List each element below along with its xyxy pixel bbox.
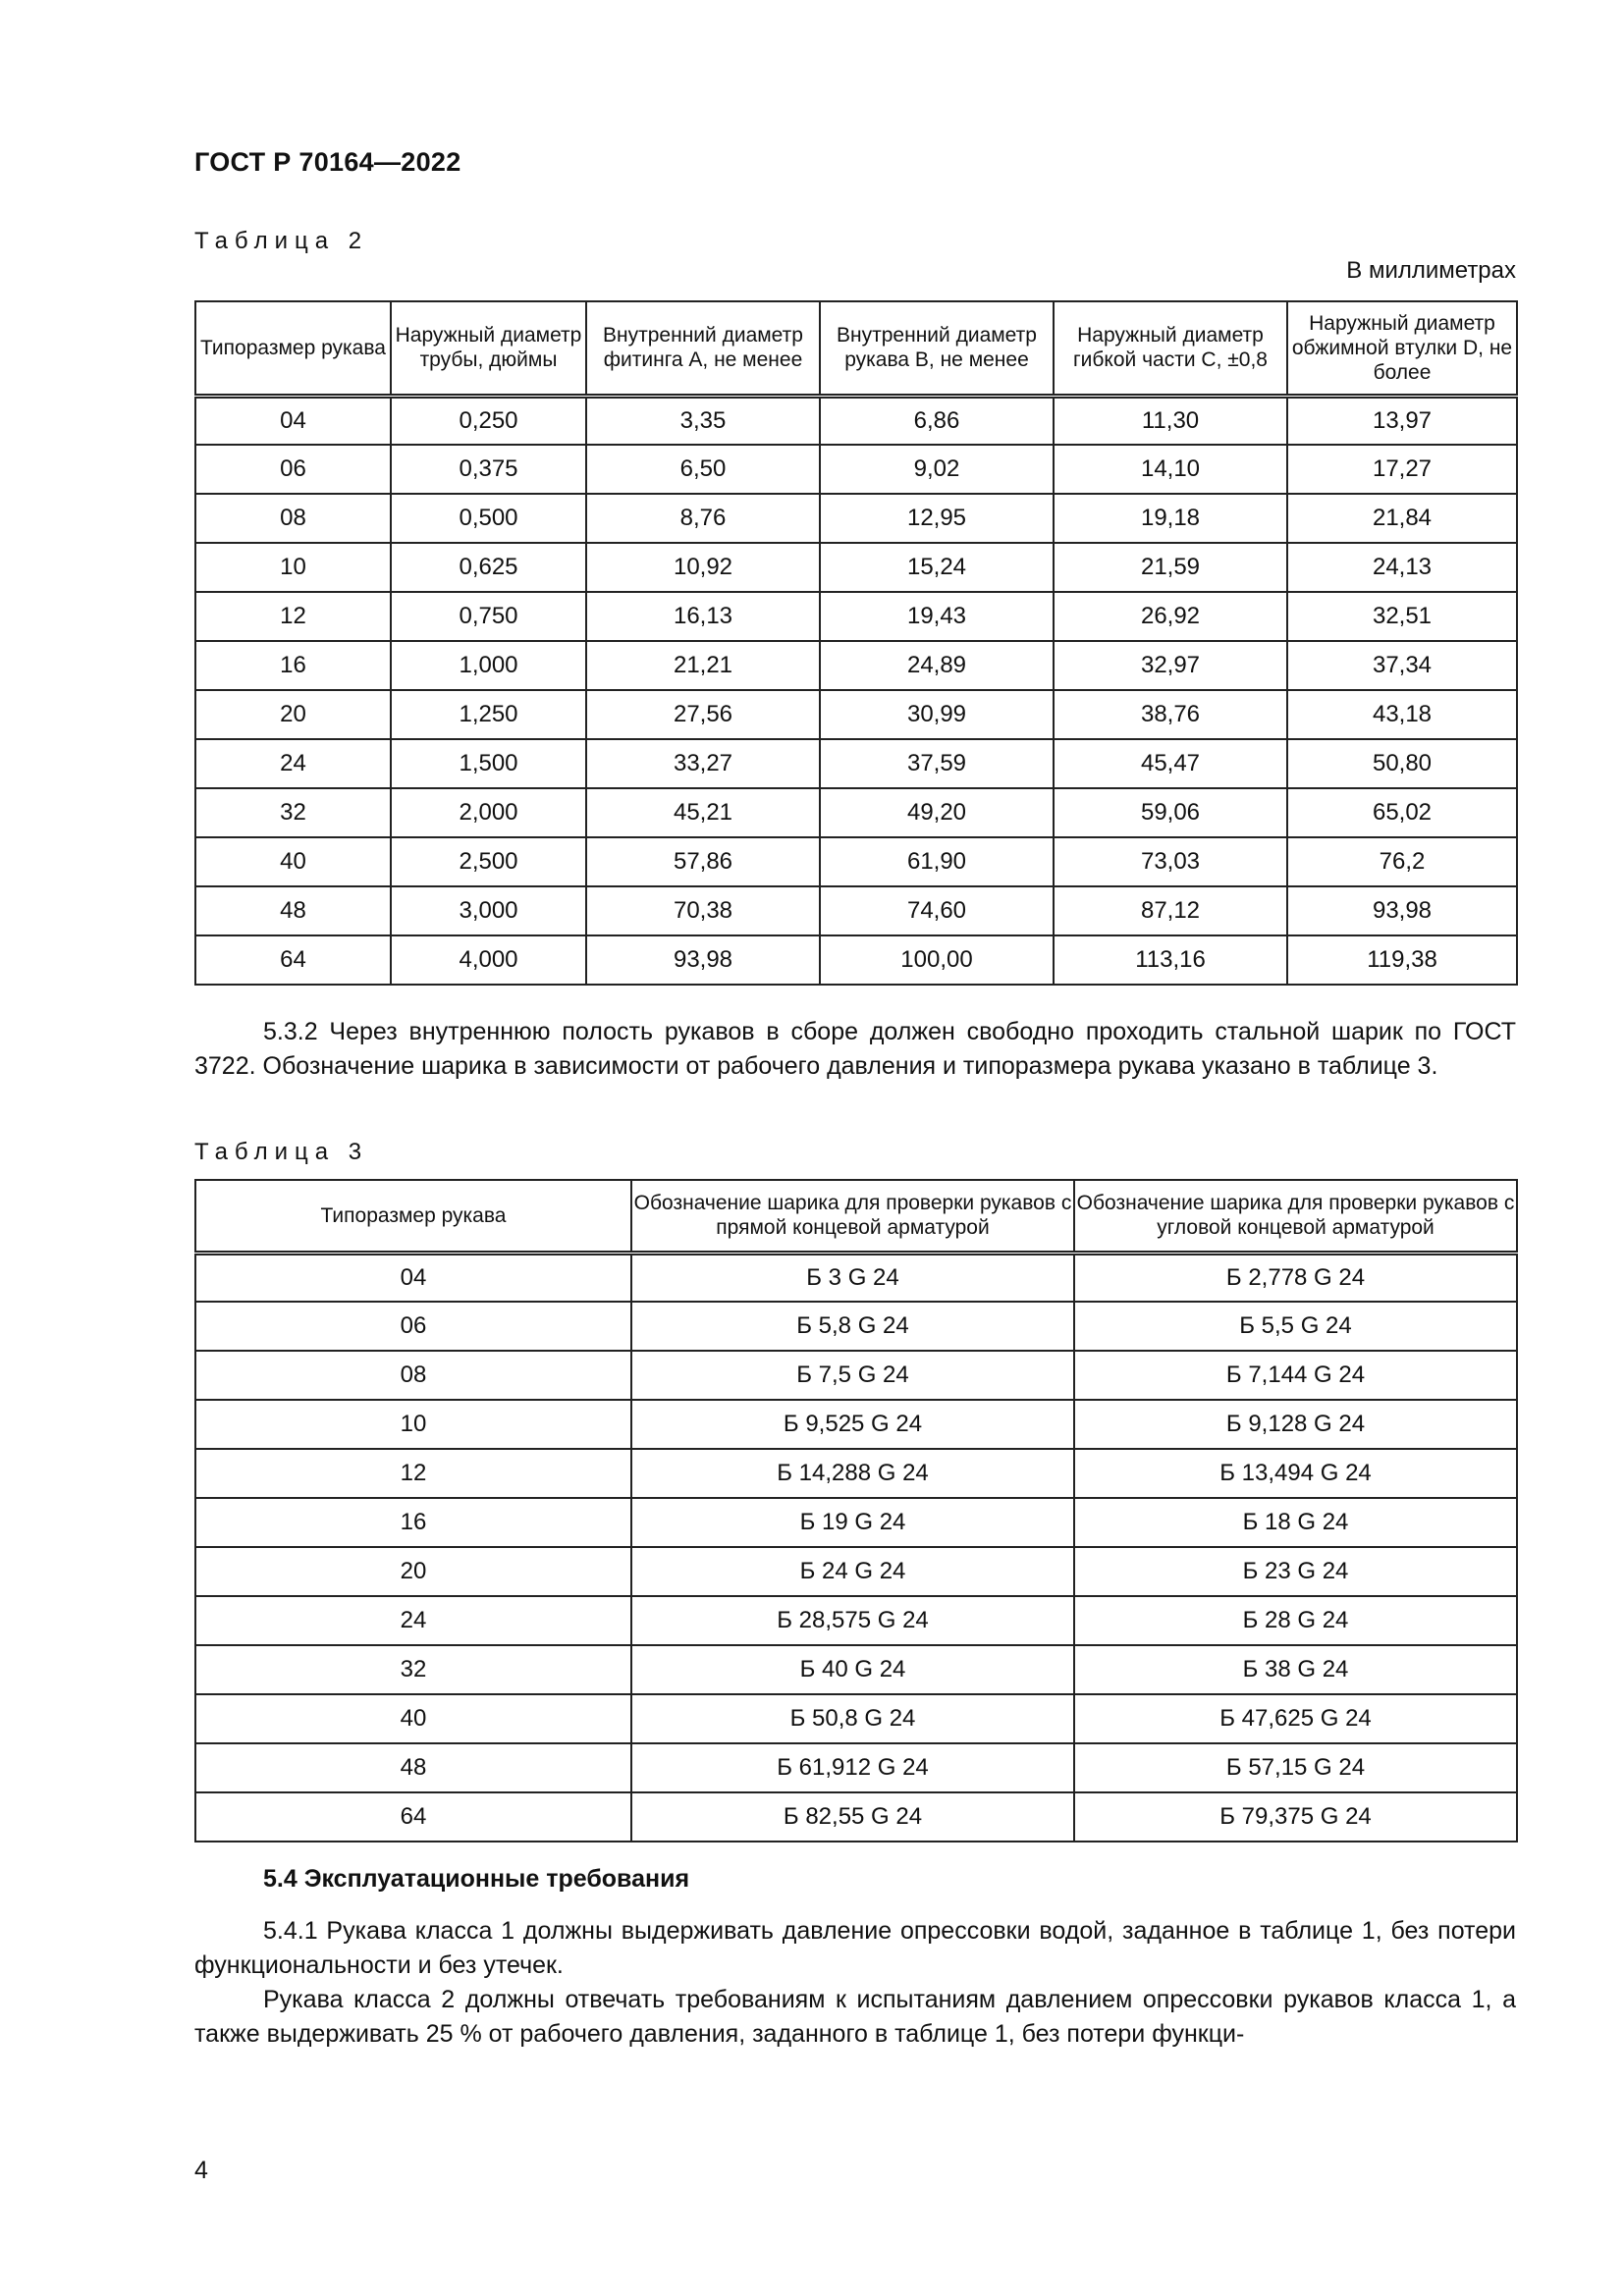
table2-cell: 50,80 xyxy=(1287,739,1517,788)
table2-cell: 45,47 xyxy=(1054,739,1287,788)
table2-cell: 21,59 xyxy=(1054,543,1287,592)
table2-cell: 38,76 xyxy=(1054,690,1287,739)
table2-cell: 32,51 xyxy=(1287,592,1517,641)
table3-header-cell: Типоразмер рукава xyxy=(195,1180,631,1253)
table3-cell: Б 14,288 G 24 xyxy=(631,1449,1074,1498)
table2-cell: 0,375 xyxy=(391,445,586,494)
table3-header-cell: Обозначение шарика для проверки рукавов с угловой концевой арматурой xyxy=(1074,1180,1517,1253)
table2-cell: 61,90 xyxy=(820,837,1054,886)
table3-cell: Б 28,575 G 24 xyxy=(631,1596,1074,1645)
table2-cell: 30,99 xyxy=(820,690,1054,739)
table3-cell: 64 xyxy=(195,1792,631,1842)
table3-cell: Б 79,375 G 24 xyxy=(1074,1792,1517,1842)
table2-row xyxy=(195,494,1517,543)
table2-cell: 11,30 xyxy=(1054,396,1287,445)
table2-caption: Таблица 2 xyxy=(194,228,369,254)
table2-cell: 13,97 xyxy=(1287,396,1517,445)
table3-row xyxy=(195,1253,1517,1302)
table2-cell: 40 xyxy=(195,837,391,886)
table3-header-cell: Обозначение шарика для проверки рукавов с прямой концевой арматурой xyxy=(631,1180,1074,1253)
table3-cell: Б 82,55 G 24 xyxy=(631,1792,1074,1842)
table2-row xyxy=(195,592,1517,641)
paragraph-5-4-1: 5.4.1 Рукава класса 1 должны выдерживать давление опрессовки водой, заданное в таблице 1, без потери функциональности и без утечек. xyxy=(194,1917,1516,1979)
table2-cell: 6,86 xyxy=(820,396,1054,445)
table2-cell: 0,750 xyxy=(391,592,586,641)
table3-cell: Б 9,525 G 24 xyxy=(631,1400,1074,1449)
table3-row xyxy=(195,1596,1517,1645)
table3-cell: Б 7,144 G 24 xyxy=(1074,1351,1517,1400)
table3-cell: Б 13,494 G 24 xyxy=(1074,1449,1517,1498)
table2-cell: 74,60 xyxy=(820,886,1054,935)
table3-row xyxy=(195,1547,1517,1596)
table2-header-row xyxy=(195,301,1517,396)
table3-row xyxy=(195,1449,1517,1498)
table2-row xyxy=(195,445,1517,494)
table2-cell: 16,13 xyxy=(586,592,820,641)
table3-cell: 32 xyxy=(195,1645,631,1694)
table2-cell: 57,86 xyxy=(586,837,820,886)
table2-cell: 93,98 xyxy=(586,935,820,985)
table3-cell: Б 7,5 G 24 xyxy=(631,1351,1074,1400)
table2-row xyxy=(195,788,1517,837)
table2-cell: 32,97 xyxy=(1054,641,1287,690)
table2-cell: 24 xyxy=(195,739,391,788)
table2-cell: 0,500 xyxy=(391,494,586,543)
section-5-4-heading: 5.4 Эксплуатационные требования xyxy=(263,1865,690,1893)
table2-header-cell: Внутренний диаметр фитинга A, не менее xyxy=(586,301,820,396)
table2-header-cell: Наружный диаметр трубы, дюймы xyxy=(391,301,586,396)
table2-row xyxy=(195,641,1517,690)
table2-cell: 10,92 xyxy=(586,543,820,592)
table2-cell: 8,76 xyxy=(586,494,820,543)
paragraph-class-2: Рукава класса 2 должны отвечать требованиям к испытаниям давлением опрессовки рукавов класса 1, а также выдерживать 25 % от рабочего давления, заданного в таблице 1, без потери функци- xyxy=(194,1986,1516,2048)
table2-cell: 87,12 xyxy=(1054,886,1287,935)
table2-cell: 14,10 xyxy=(1054,445,1287,494)
document-header: ГОСТ Р 70164—2022 xyxy=(194,147,461,177)
table2-cell: 27,56 xyxy=(586,690,820,739)
table2-header-cell: Наружный диаметр обжимной втулки D, не более xyxy=(1287,301,1517,396)
table3-cell: 20 xyxy=(195,1547,631,1596)
table2-row xyxy=(195,543,1517,592)
table3-cell: 16 xyxy=(195,1498,631,1547)
table3-row xyxy=(195,1743,1517,1792)
table2-cell: 12 xyxy=(195,592,391,641)
table2-cell: 24,13 xyxy=(1287,543,1517,592)
table2-cell: 08 xyxy=(195,494,391,543)
table2-cell: 3,000 xyxy=(391,886,586,935)
table3-cell: Б 50,8 G 24 xyxy=(631,1694,1074,1743)
table2-header-cell: Типоразмер рукава xyxy=(195,301,391,396)
table2-cell: 93,98 xyxy=(1287,886,1517,935)
table3-cell: Б 3 G 24 xyxy=(631,1253,1074,1302)
table3-row xyxy=(195,1351,1517,1400)
paragraph-5-3-2: 5.3.2 Через внутреннюю полость рукавов в сборе должен свободно проходить стальной шарик по ГОСТ 3722. Обозначение шарика в зависимости от рабочего давления и типоразмера рукава указано в таблице 3. xyxy=(194,1018,1516,1080)
table2-cell: 4,000 xyxy=(391,935,586,985)
table2-cell: 1,500 xyxy=(391,739,586,788)
table2-cell: 15,24 xyxy=(820,543,1054,592)
table2 xyxy=(194,300,1518,986)
table3-row xyxy=(195,1302,1517,1351)
table3-cell: Б 5,8 G 24 xyxy=(631,1302,1074,1351)
table3-cell: Б 24 G 24 xyxy=(631,1547,1074,1596)
table2-cell: 33,27 xyxy=(586,739,820,788)
table2-cell: 37,59 xyxy=(820,739,1054,788)
table2-cell: 19,43 xyxy=(820,592,1054,641)
table2-cell: 2,000 xyxy=(391,788,586,837)
table2-cell: 06 xyxy=(195,445,391,494)
table3-cell: Б 2,778 G 24 xyxy=(1074,1253,1517,1302)
table2-cell: 64 xyxy=(195,935,391,985)
table2-cell: 24,89 xyxy=(820,641,1054,690)
table3-cell: Б 57,15 G 24 xyxy=(1074,1743,1517,1792)
table2-cell: 100,00 xyxy=(820,935,1054,985)
table3-cell: Б 18 G 24 xyxy=(1074,1498,1517,1547)
table2-cell: 16 xyxy=(195,641,391,690)
table3-cell: Б 19 G 24 xyxy=(631,1498,1074,1547)
table2-cell: 26,92 xyxy=(1054,592,1287,641)
table2-cell: 20 xyxy=(195,690,391,739)
table2-cell: 10 xyxy=(195,543,391,592)
table2-unit: В миллиметрах xyxy=(1346,257,1516,284)
table2-cell: 113,16 xyxy=(1054,935,1287,985)
table3-cell: 10 xyxy=(195,1400,631,1449)
table2-cell: 6,50 xyxy=(586,445,820,494)
table2-header-cell: Наружный диаметр гибкой части C, ±0,8 xyxy=(1054,301,1287,396)
table3-cell: 24 xyxy=(195,1596,631,1645)
table3-body xyxy=(195,1253,1517,1842)
table3-cell: Б 61,912 G 24 xyxy=(631,1743,1074,1792)
table3-row xyxy=(195,1400,1517,1449)
table3-row xyxy=(195,1498,1517,1547)
table2-row xyxy=(195,396,1517,445)
table2-body xyxy=(195,396,1517,985)
table2-cell: 48 xyxy=(195,886,391,935)
table2-row xyxy=(195,690,1517,739)
table2-cell: 3,35 xyxy=(586,396,820,445)
table2-cell: 45,21 xyxy=(586,788,820,837)
table2-cell: 17,27 xyxy=(1287,445,1517,494)
table3-cell: Б 9,128 G 24 xyxy=(1074,1400,1517,1449)
table3-cell: Б 23 G 24 xyxy=(1074,1547,1517,1596)
table2-cell: 2,500 xyxy=(391,837,586,886)
table3-row xyxy=(195,1645,1517,1694)
table2-row xyxy=(195,935,1517,985)
table3-row xyxy=(195,1694,1517,1743)
table2-cell: 73,03 xyxy=(1054,837,1287,886)
table3-cell: Б 5,5 G 24 xyxy=(1074,1302,1517,1351)
table2-cell: 76,2 xyxy=(1287,837,1517,886)
table3-row xyxy=(195,1792,1517,1842)
table3-cell: 40 xyxy=(195,1694,631,1743)
table3-header-row xyxy=(195,1180,1517,1253)
page-number: 4 xyxy=(194,2157,208,2184)
table3-cell: Б 47,625 G 24 xyxy=(1074,1694,1517,1743)
table2-cell: 12,95 xyxy=(820,494,1054,543)
table2-cell: 59,06 xyxy=(1054,788,1287,837)
table2-cell: 32 xyxy=(195,788,391,837)
table2-cell: 1,250 xyxy=(391,690,586,739)
table2-cell: 04 xyxy=(195,396,391,445)
table3-cell: Б 40 G 24 xyxy=(631,1645,1074,1694)
table2-cell: 119,38 xyxy=(1287,935,1517,985)
table2-cell: 1,000 xyxy=(391,641,586,690)
table2-cell: 9,02 xyxy=(820,445,1054,494)
table3-cell: 06 xyxy=(195,1302,631,1351)
table3-cell: 48 xyxy=(195,1743,631,1792)
table2-cell: 49,20 xyxy=(820,788,1054,837)
table2-cell: 65,02 xyxy=(1287,788,1517,837)
table2-header-cell: Внутренний диаметр рукава B, не менее xyxy=(820,301,1054,396)
table2-cell: 0,250 xyxy=(391,396,586,445)
table2-cell: 70,38 xyxy=(586,886,820,935)
table3-caption: Таблица 3 xyxy=(194,1139,369,1165)
table3 xyxy=(194,1179,1518,1842)
table3-cell: 08 xyxy=(195,1351,631,1400)
table2-cell: 37,34 xyxy=(1287,641,1517,690)
table2-cell: 21,21 xyxy=(586,641,820,690)
table2-row xyxy=(195,739,1517,788)
table2-row xyxy=(195,886,1517,935)
table2-cell: 21,84 xyxy=(1287,494,1517,543)
table2-cell: 19,18 xyxy=(1054,494,1287,543)
table2-cell: 43,18 xyxy=(1287,690,1517,739)
table3-cell: Б 38 G 24 xyxy=(1074,1645,1517,1694)
table3-cell: Б 28 G 24 xyxy=(1074,1596,1517,1645)
table3-cell: 12 xyxy=(195,1449,631,1498)
table2-row xyxy=(195,837,1517,886)
table2-cell: 0,625 xyxy=(391,543,586,592)
table3-cell: 04 xyxy=(195,1253,631,1302)
